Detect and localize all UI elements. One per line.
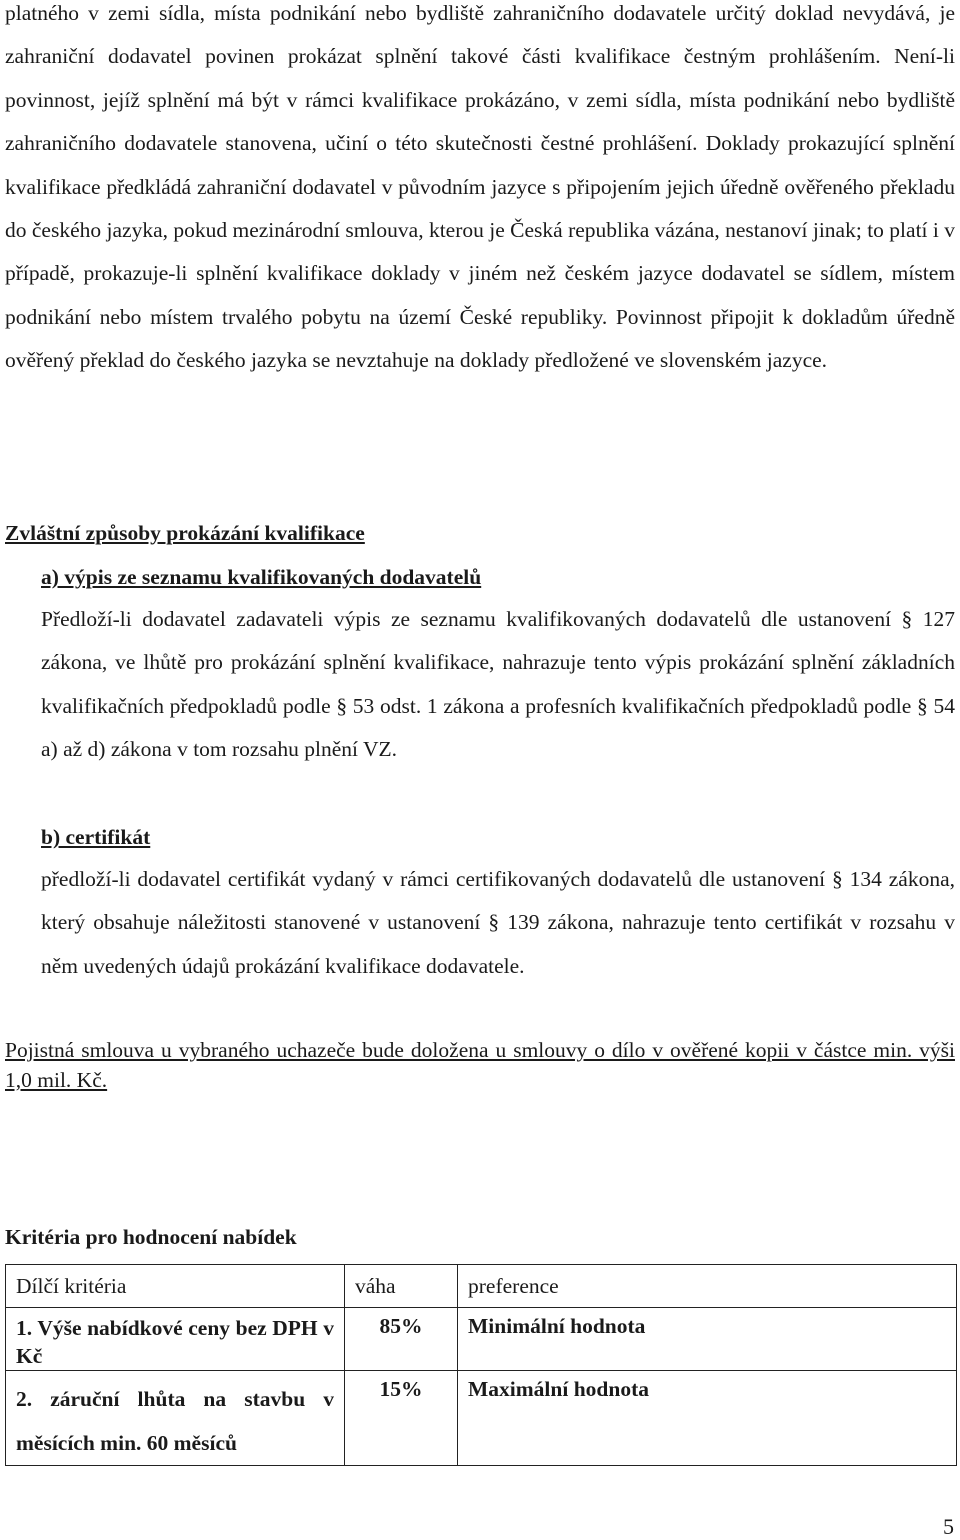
section-b-label <box>41 822 150 852</box>
column-header-criteria: Dílčí kritéria <box>6 1265 345 1308</box>
criterion-name <box>6 1308 345 1371</box>
criteria-header-row <box>6 1265 957 1308</box>
section-a-paragraph: Předloží-li dodavatel zadavateli výpis ze seznamu kvalifikovaných dodavatelů dle ustanovení § 127 zákona, ve lhůtě pro prokázání splnění kvalifikace, nahrazuje tento výpis prokázání splnění základních kvalifikačních předpokladů podle § 53 odst. 1 zákona a profesních kvalifikačních předpokladů podle § 54 a) až d) zákona v tom rozsahu plnění VZ. <box>41 607 955 762</box>
table-row <box>6 1308 957 1371</box>
section-a-label-text: a) výpis ze seznamu kvalifikovaných dodavatelů <box>41 565 482 589</box>
section-b-label-text: b) certifikát <box>41 825 151 849</box>
criterion-weight: 85% <box>345 1308 458 1371</box>
special-qualification-heading: Zvláštní způsoby prokázání kvalifikace <box>5 521 365 545</box>
criterion-preference: Minimální hodnota <box>458 1308 957 1371</box>
criterion-name-text: 2. záruční lhůta na stavbu v měsících min. 60 měsíců <box>16 1387 334 1455</box>
table-row <box>6 1371 957 1466</box>
column-header-preference: preference <box>458 1265 957 1308</box>
insurance-paragraph: Pojistná smlouva u vybraného uchazeče bude doložena u smlouvy o dílo v ověřené kopii v částce min. výši 1,0 mil. Kč. <box>5 1038 955 1092</box>
criterion-name <box>6 1371 345 1466</box>
intro-paragraph: platného v zemi sídla, místa podnikání nebo bydliště zahraničního dodavatele určitý doklad nevydává, je zahraniční dodavatel povinen prokázat splnění takové části kvalifikace čestným prohlášením. Není-li povinnost, jejíž splnění má být v rámci kvalifikace prokázáno, v zemi sídla, místa podnikání nebo bydliště zahraničního dodavatele stanovena, učiní o této skutečnosti čestné prohlášení. Doklady prokazující splnění kvalifikace předkládá zahraniční dodavatel v původním jazyce s připojením jejich úředně ověřeného překladu do českého jazyka, pokud mezinárodní smlouva, kterou je Česká republika vázána, nestanoví jinak; to platí i v případě, prokazuje-li splnění kvalifikace doklady v jiném než českém jazyce dodavatel se sídlem, místem podnikání nebo místem trvalého pobytu na území České republiky. Povinnost připojit k dokladům úředně ověřený překlad do českého jazyka se nevztahuje na doklady předložené ve slovenském jazyce. <box>5 1 955 373</box>
column-header-weight: váha <box>345 1265 458 1308</box>
criterion-preference: Maximální hodnota <box>458 1371 957 1466</box>
page-number: 5 <box>943 1514 954 1539</box>
criterion-name-text: 1. Výše nabídkové ceny bez DPH v Kč <box>16 1316 334 1368</box>
criteria-table <box>5 1264 957 1466</box>
section-b-paragraph: předloží-li dodavatel certifikát vydaný v rámci certifikovaných dodavatelů dle ustanovení § 134 zákona, který obsahuje náležitosti stanovené v ustanovení § 139 zákona, nahrazuje tento certifikát v rozsahu v něm uvedených údajů prokázání kvalifikace dodavatele. <box>41 867 955 978</box>
criteria-heading: Kritéria pro hodnocení nabídek <box>5 1225 297 1249</box>
section-a-label <box>41 562 481 592</box>
criterion-weight: 15% <box>345 1371 458 1466</box>
